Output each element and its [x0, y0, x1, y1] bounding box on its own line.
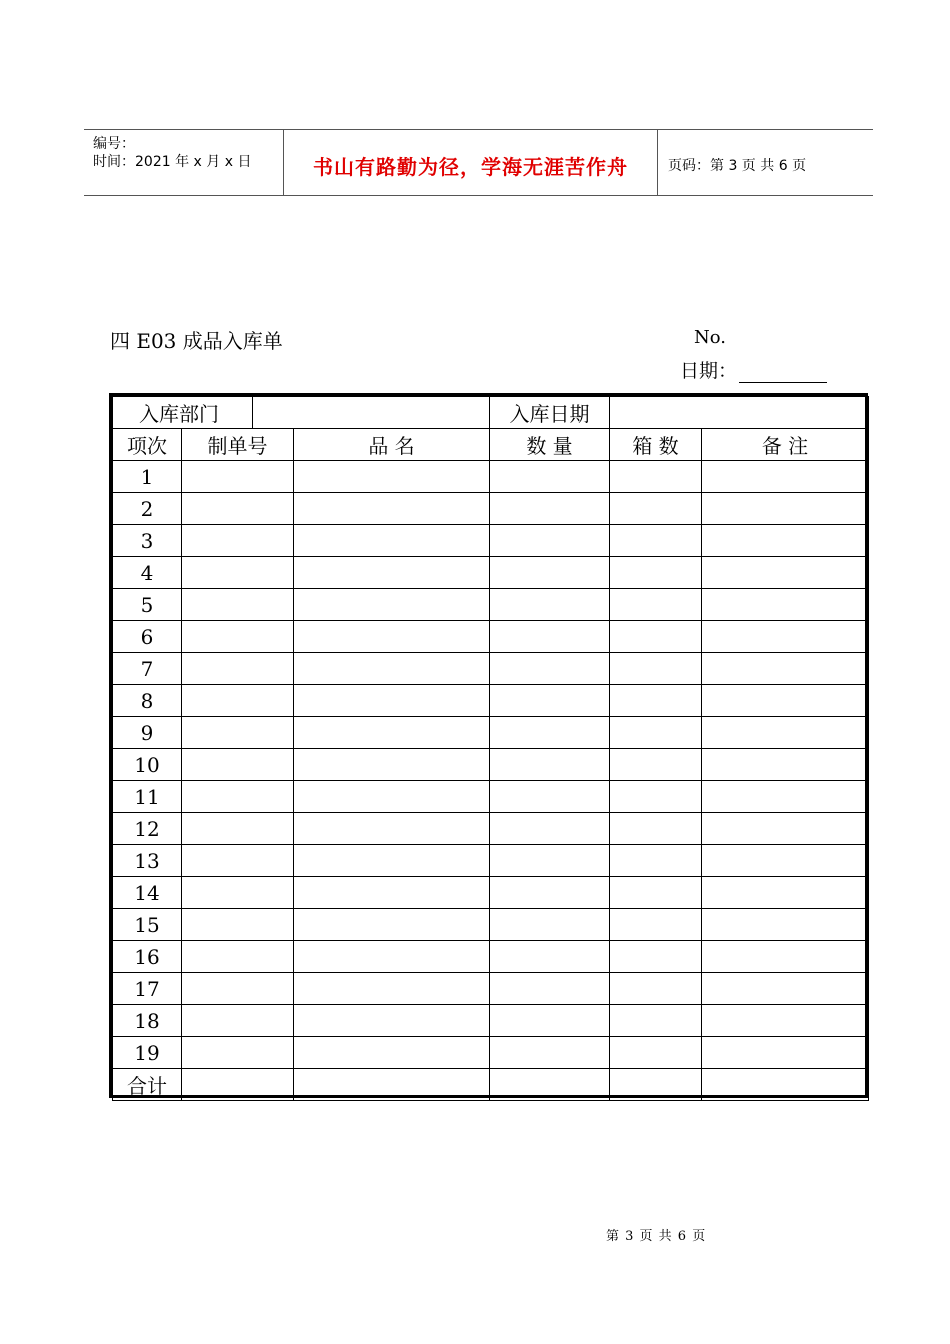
order-no-cell[interactable] [182, 1069, 294, 1101]
remarks-cell[interactable] [702, 941, 869, 973]
order-no-cell[interactable] [182, 973, 294, 1005]
col-header-boxes: 箱 数 [610, 429, 702, 461]
order-no-cell[interactable] [182, 685, 294, 717]
remarks-cell[interactable] [702, 1037, 869, 1069]
remarks-cell[interactable] [702, 685, 869, 717]
boxes-cell[interactable] [610, 1037, 702, 1069]
form-title: 四 E03 成品入库单 [110, 329, 283, 353]
quantity-cell[interactable] [490, 941, 610, 973]
item-number: 10 [113, 749, 182, 781]
stock-date-value-cell[interactable] [610, 397, 869, 429]
boxes-cell[interactable] [610, 941, 702, 973]
dept-label: 入库部门 [113, 397, 253, 429]
item-number: 17 [113, 973, 182, 1005]
boxes-cell[interactable] [610, 845, 702, 877]
remarks-cell[interactable] [702, 749, 869, 781]
order-no-cell[interactable] [182, 653, 294, 685]
item-number: 6 [113, 621, 182, 653]
header-motto-cell [284, 130, 658, 195]
item-number: 5 [113, 589, 182, 621]
product-name-cell[interactable] [294, 1069, 490, 1101]
item-number: 4 [113, 557, 182, 589]
boxes-cell[interactable] [610, 877, 702, 909]
boxes-cell[interactable] [610, 973, 702, 1005]
order-no-cell[interactable] [182, 877, 294, 909]
item-number: 3 [113, 525, 182, 557]
stock-date-label: 入库日期 [490, 397, 610, 429]
form-date-blank[interactable] [739, 364, 827, 383]
item-number: 18 [113, 1005, 182, 1037]
item-number: 8 [113, 685, 182, 717]
col-header-item: 项次 [113, 429, 182, 461]
quantity-cell[interactable] [490, 557, 610, 589]
quantity-cell[interactable] [490, 813, 610, 845]
order-no-cell[interactable] [182, 621, 294, 653]
order-no-cell[interactable] [182, 781, 294, 813]
quantity-cell[interactable] [490, 845, 610, 877]
boxes-cell[interactable] [610, 589, 702, 621]
item-number: 13 [113, 845, 182, 877]
product-name-cell[interactable] [294, 1037, 490, 1069]
item-number: 15 [113, 909, 182, 941]
order-no-cell[interactable] [182, 1005, 294, 1037]
quantity-cell[interactable] [490, 909, 610, 941]
item-number: 11 [113, 781, 182, 813]
document-header [84, 129, 873, 196]
product-name-cell[interactable] [294, 909, 490, 941]
order-no-cell[interactable] [182, 941, 294, 973]
remarks-cell[interactable] [702, 589, 869, 621]
boxes-cell[interactable] [610, 1005, 702, 1037]
product-name-cell[interactable] [294, 685, 490, 717]
item-number: 1 [113, 461, 182, 493]
document-code: 编号： [93, 136, 135, 152]
order-no-cell[interactable] [182, 845, 294, 877]
quantity-cell[interactable] [490, 717, 610, 749]
table-row [113, 749, 869, 781]
remarks-cell[interactable] [702, 1005, 869, 1037]
table-row [113, 653, 869, 685]
item-number: 9 [113, 717, 182, 749]
boxes-cell[interactable] [610, 621, 702, 653]
boxes-cell[interactable] [610, 685, 702, 717]
boxes-cell[interactable] [610, 781, 702, 813]
quantity-cell[interactable] [490, 621, 610, 653]
boxes-cell[interactable] [610, 557, 702, 589]
remarks-cell[interactable] [702, 973, 869, 1005]
col-header-quantity: 数 量 [490, 429, 610, 461]
product-name-cell[interactable] [294, 877, 490, 909]
product-name-cell[interactable] [294, 941, 490, 973]
remarks-cell[interactable] [702, 877, 869, 909]
item-number: 12 [113, 813, 182, 845]
product-name-cell[interactable] [294, 557, 490, 589]
order-no-cell[interactable] [182, 557, 294, 589]
boxes-cell[interactable] [610, 717, 702, 749]
order-no-cell[interactable] [182, 909, 294, 941]
remarks-cell[interactable] [702, 525, 869, 557]
quantity-cell[interactable] [490, 685, 610, 717]
table-row [113, 557, 869, 589]
boxes-cell[interactable] [610, 813, 702, 845]
header-page-info: 页码：第 3 页 共 6 页 [668, 158, 807, 174]
remarks-cell[interactable] [702, 1069, 869, 1101]
product-name-cell[interactable] [294, 813, 490, 845]
quantity-cell[interactable] [490, 589, 610, 621]
document-time: 时间：2021 年 x 月 x 日 [93, 154, 252, 170]
table-row [113, 845, 869, 877]
remarks-cell[interactable] [702, 653, 869, 685]
header-meta-cell [84, 130, 284, 195]
boxes-cell[interactable] [610, 909, 702, 941]
table-row [113, 589, 869, 621]
table-row [113, 1037, 869, 1069]
order-no-cell[interactable] [182, 749, 294, 781]
boxes-cell[interactable] [610, 493, 702, 525]
product-name-cell[interactable] [294, 717, 490, 749]
remarks-cell[interactable] [702, 557, 869, 589]
remarks-cell[interactable] [702, 717, 869, 749]
product-name-cell[interactable] [294, 653, 490, 685]
boxes-cell[interactable] [610, 749, 702, 781]
table-row [113, 813, 869, 845]
quantity-cell[interactable] [490, 1037, 610, 1069]
boxes-cell[interactable] [610, 461, 702, 493]
order-no-cell[interactable] [182, 493, 294, 525]
product-name-cell[interactable] [294, 749, 490, 781]
table-row [113, 973, 869, 1005]
remarks-cell[interactable] [702, 621, 869, 653]
product-name-cell[interactable] [294, 973, 490, 1005]
table-row [113, 493, 869, 525]
item-number: 14 [113, 877, 182, 909]
quantity-cell[interactable] [490, 749, 610, 781]
boxes-cell[interactable] [610, 525, 702, 557]
remarks-cell[interactable] [702, 909, 869, 941]
remarks-cell[interactable] [702, 781, 869, 813]
quantity-cell[interactable] [490, 461, 610, 493]
quantity-cell[interactable] [490, 781, 610, 813]
table-row [113, 877, 869, 909]
col-header-remarks: 备 注 [702, 429, 869, 461]
product-name-cell[interactable] [294, 493, 490, 525]
table-row [113, 621, 869, 653]
boxes-cell[interactable] [610, 1069, 702, 1101]
page-footer: 第 3 页 共 6 页 [606, 1229, 707, 1244]
remarks-cell[interactable] [702, 461, 869, 493]
table-row [113, 1005, 869, 1037]
item-number: 2 [113, 493, 182, 525]
order-no-cell[interactable] [182, 461, 294, 493]
order-no-cell[interactable] [182, 813, 294, 845]
remarks-cell[interactable] [702, 845, 869, 877]
item-number: 19 [113, 1037, 182, 1069]
receipt-table [109, 393, 868, 1098]
item-number: 7 [113, 653, 182, 685]
col-header-order-no: 制单号 [182, 429, 294, 461]
item-number: 16 [113, 941, 182, 973]
dept-row [113, 397, 869, 429]
table-row [113, 525, 869, 557]
table-row [113, 941, 869, 973]
column-header-row [113, 429, 869, 461]
dept-value-cell[interactable] [253, 397, 490, 429]
table-row [113, 685, 869, 717]
quantity-cell[interactable] [490, 877, 610, 909]
order-no-cell[interactable] [182, 525, 294, 557]
quantity-cell[interactable] [490, 1005, 610, 1037]
header-motto: 书山有路勤为径，学海无涯苦作舟 [313, 155, 628, 179]
boxes-cell[interactable] [610, 653, 702, 685]
product-name-cell[interactable] [294, 1005, 490, 1037]
quantity-cell[interactable] [490, 525, 610, 557]
remarks-cell[interactable] [702, 493, 869, 525]
table-row [113, 781, 869, 813]
order-no-cell[interactable] [182, 589, 294, 621]
quantity-cell[interactable] [490, 1069, 610, 1101]
order-no-cell[interactable] [182, 1037, 294, 1069]
table-row [113, 717, 869, 749]
quantity-cell[interactable] [490, 653, 610, 685]
form-date-field [680, 356, 827, 383]
product-name-cell[interactable] [294, 781, 490, 813]
product-name-cell[interactable] [294, 589, 490, 621]
product-name-cell[interactable] [294, 525, 490, 557]
form-date-label: 日期： [680, 360, 738, 382]
table-row [113, 461, 869, 493]
table-row [113, 1069, 869, 1101]
total-label: 合计 [113, 1069, 182, 1101]
header-page-cell [658, 130, 873, 195]
table-row [113, 909, 869, 941]
product-name-cell[interactable] [294, 845, 490, 877]
quantity-cell[interactable] [490, 493, 610, 525]
remarks-cell[interactable] [702, 813, 869, 845]
col-header-product-name: 品 名 [294, 429, 490, 461]
quantity-cell[interactable] [490, 973, 610, 1005]
product-name-cell[interactable] [294, 461, 490, 493]
order-no-cell[interactable] [182, 717, 294, 749]
product-name-cell[interactable] [294, 621, 490, 653]
form-number-label: No. [694, 327, 726, 348]
